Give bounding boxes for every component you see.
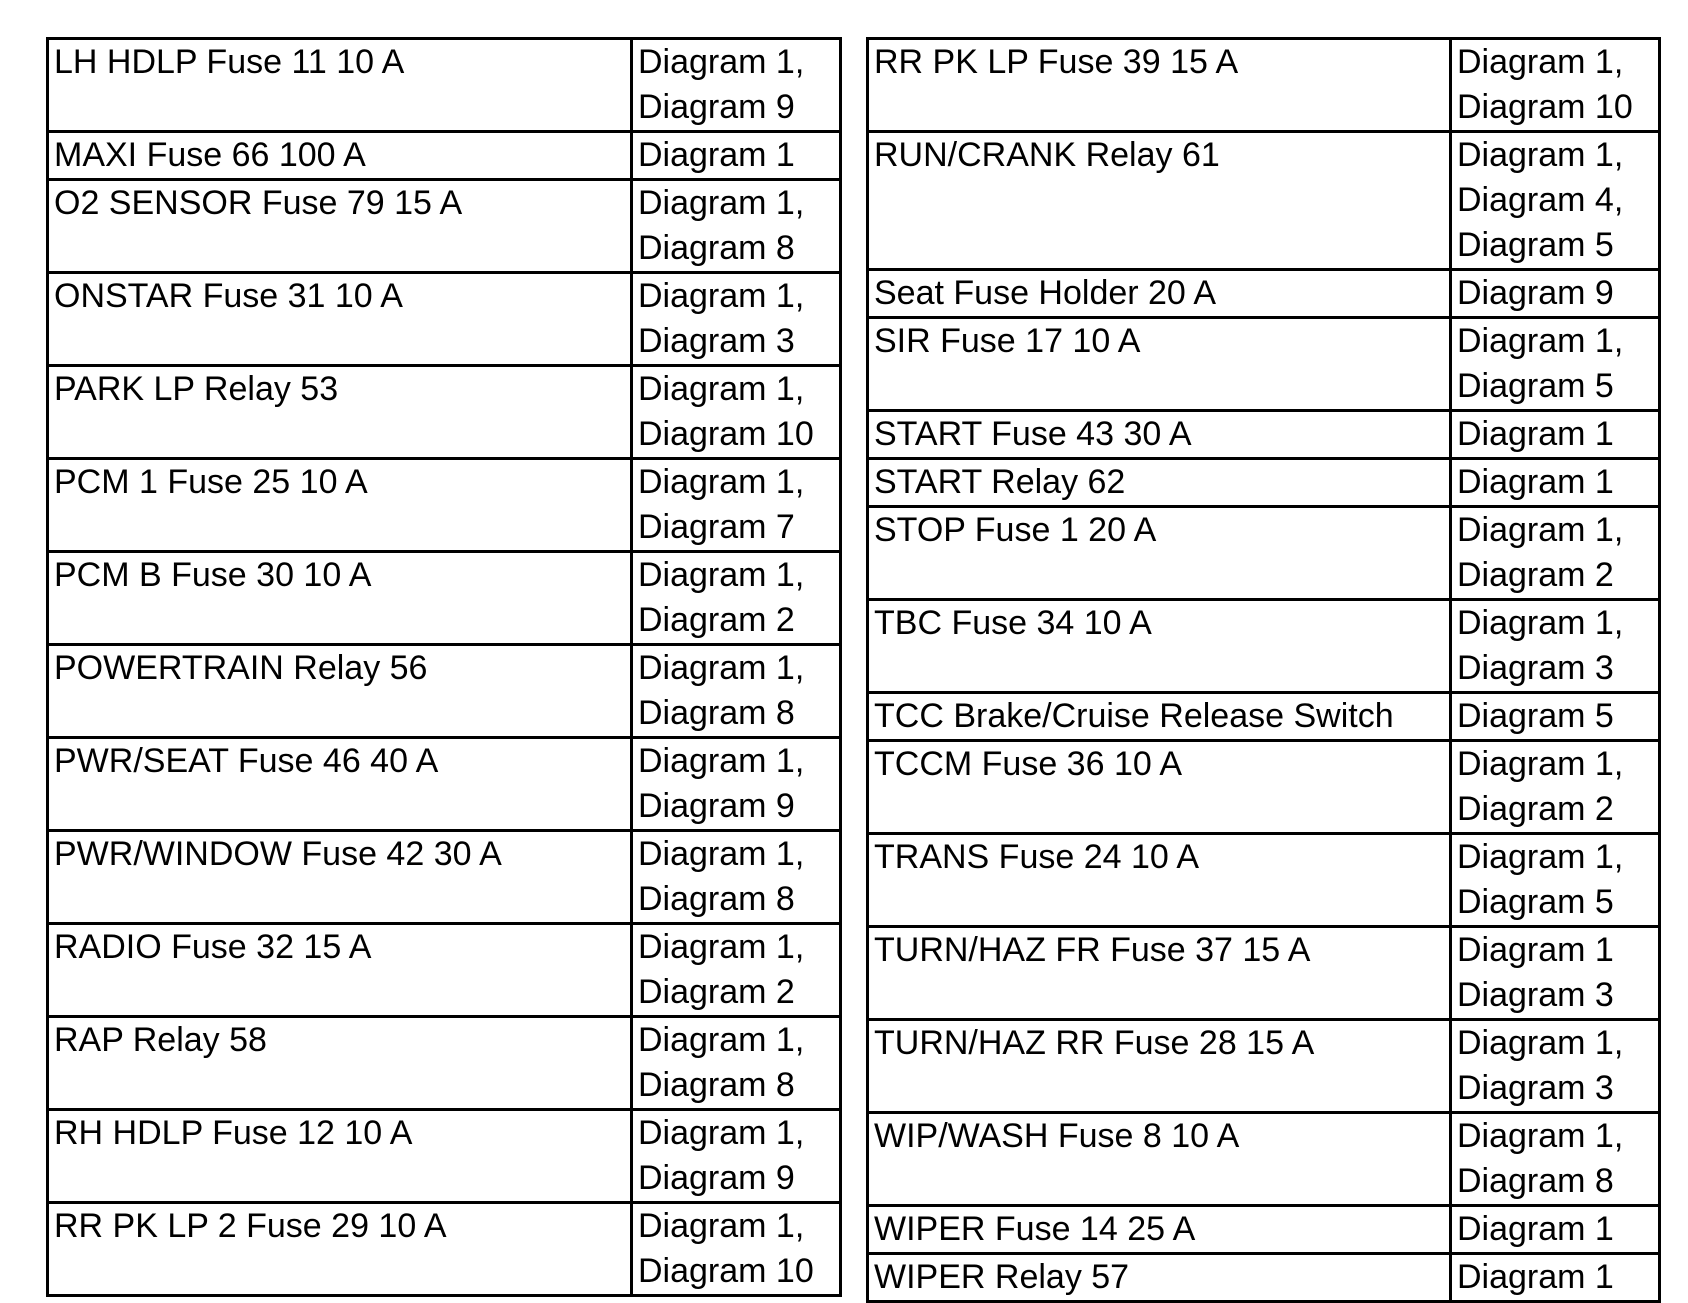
- diagram-references: [632, 366, 841, 459]
- diagram-references: [1451, 927, 1660, 1020]
- component-name: LH HDLP Fuse 11 10 A: [48, 39, 632, 132]
- component-name: START Relay 62: [868, 459, 1451, 507]
- right-index-table: [866, 37, 1661, 1303]
- component-name: POWERTRAIN Relay 56: [48, 645, 632, 738]
- diagram-reference: Diagram 9: [638, 787, 795, 825]
- diagram-reference: Diagram 1,: [638, 277, 805, 315]
- table-row: [48, 1203, 841, 1296]
- diagram-reference: Diagram 2: [638, 973, 795, 1011]
- table-row: [868, 693, 1660, 741]
- diagram-reference: Diagram 1,: [1457, 838, 1624, 876]
- diagram-references: [1451, 132, 1660, 270]
- right-index-body: [868, 39, 1660, 1302]
- diagram-reference: Diagram 8: [638, 1066, 795, 1104]
- diagram-reference: Diagram 1,: [1457, 604, 1624, 642]
- table-row: [48, 366, 841, 459]
- table-row: [868, 741, 1660, 834]
- diagram-reference: Diagram 10: [638, 415, 814, 453]
- diagram-reference: Diagram 5: [1457, 226, 1614, 264]
- diagram-reference: Diagram 1,: [1457, 43, 1624, 81]
- diagram-references: [632, 645, 841, 738]
- diagram-references: [632, 180, 841, 273]
- diagram-references: [1451, 1113, 1660, 1206]
- table-row: [868, 1020, 1660, 1113]
- diagram-reference: Diagram 4,: [1457, 181, 1624, 219]
- table-row: [48, 645, 841, 738]
- component-name: RR PK LP Fuse 39 15 A: [868, 39, 1451, 132]
- component-name: WIPER Fuse 14 25 A: [868, 1206, 1451, 1254]
- diagram-reference: Diagram 2: [1457, 790, 1614, 828]
- component-name: PWR/WINDOW Fuse 42 30 A: [48, 831, 632, 924]
- table-row: [48, 132, 841, 180]
- component-name: STOP Fuse 1 20 A: [868, 507, 1451, 600]
- diagram-reference: Diagram 1,: [1457, 136, 1624, 174]
- table-row: [868, 318, 1660, 411]
- diagram-references: [632, 552, 841, 645]
- diagram-reference: Diagram 9: [638, 88, 795, 126]
- component-name: SIR Fuse 17 10 A: [868, 318, 1451, 411]
- component-name: MAXI Fuse 66 100 A: [48, 132, 632, 180]
- table-row: [48, 738, 841, 831]
- diagram-reference: Diagram 1,: [1457, 1117, 1624, 1155]
- table-row: [868, 600, 1660, 693]
- diagram-reference: Diagram 1,: [1457, 745, 1624, 783]
- table-row: [868, 132, 1660, 270]
- diagram-reference: Diagram 7: [638, 508, 795, 546]
- table-row: [48, 39, 841, 132]
- component-name: TBC Fuse 34 10 A: [868, 600, 1451, 693]
- diagram-reference: Diagram 10: [1457, 88, 1633, 126]
- component-name: ONSTAR Fuse 31 10 A: [48, 273, 632, 366]
- component-name: RH HDLP Fuse 12 10 A: [48, 1110, 632, 1203]
- diagram-reference: Diagram 3: [1457, 649, 1614, 687]
- diagram-references: [1451, 270, 1660, 318]
- diagram-reference: Diagram 2: [1457, 556, 1614, 594]
- table-row: [48, 831, 841, 924]
- diagram-references: [632, 1017, 841, 1110]
- diagram-references: [632, 1203, 841, 1296]
- table-row: [868, 411, 1660, 459]
- component-name: TCC Brake/Cruise Release Switch: [868, 693, 1451, 741]
- diagram-references: [1451, 834, 1660, 927]
- diagram-references: [1451, 39, 1660, 132]
- diagram-references: [1451, 318, 1660, 411]
- diagram-reference: Diagram 1: [1457, 1258, 1614, 1296]
- diagram-reference: Diagram 1: [1457, 931, 1614, 969]
- diagram-reference: Diagram 1: [1457, 1210, 1614, 1248]
- diagram-references: [1451, 1020, 1660, 1113]
- diagram-references: [1451, 459, 1660, 507]
- diagram-reference: Diagram 1: [638, 136, 795, 174]
- diagram-reference: Diagram 1,: [638, 835, 805, 873]
- component-name: PCM B Fuse 30 10 A: [48, 552, 632, 645]
- diagram-references: [1451, 411, 1660, 459]
- diagram-reference: Diagram 1,: [1457, 322, 1624, 360]
- component-name: WIP/WASH Fuse 8 10 A: [868, 1113, 1451, 1206]
- diagram-reference: Diagram 1,: [1457, 1024, 1624, 1062]
- component-name: O2 SENSOR Fuse 79 15 A: [48, 180, 632, 273]
- diagram-references: [1451, 1254, 1660, 1302]
- diagram-references: [1451, 741, 1660, 834]
- table-row: [868, 507, 1660, 600]
- diagram-reference: Diagram 8: [638, 880, 795, 918]
- component-name: TCCM Fuse 36 10 A: [868, 741, 1451, 834]
- component-name: TURN/HAZ FR Fuse 37 15 A: [868, 927, 1451, 1020]
- diagram-reference: Diagram 5: [1457, 697, 1614, 735]
- component-name: PWR/SEAT Fuse 46 40 A: [48, 738, 632, 831]
- component-name: TRANS Fuse 24 10 A: [868, 834, 1451, 927]
- table-row: [48, 1017, 841, 1110]
- diagram-reference: Diagram 1,: [638, 463, 805, 501]
- diagram-reference: Diagram 1,: [638, 649, 805, 687]
- table-row: [48, 459, 841, 552]
- diagram-references: [1451, 693, 1660, 741]
- diagram-reference: Diagram 1,: [638, 370, 805, 408]
- table-row: [48, 273, 841, 366]
- table-row: [868, 1254, 1660, 1302]
- diagram-reference: Diagram 1,: [638, 43, 805, 81]
- diagram-references: [632, 924, 841, 1017]
- left-index-body: [48, 39, 841, 1296]
- diagram-references: [632, 132, 841, 180]
- table-row: [868, 927, 1660, 1020]
- diagram-reference: Diagram 1,: [638, 184, 805, 222]
- component-name: START Fuse 43 30 A: [868, 411, 1451, 459]
- diagram-references: [632, 459, 841, 552]
- diagram-reference: Diagram 1,: [638, 928, 805, 966]
- diagram-reference: Diagram 1,: [1457, 511, 1624, 549]
- component-name: PCM 1 Fuse 25 10 A: [48, 459, 632, 552]
- table-row: [48, 180, 841, 273]
- diagram-reference: Diagram 9: [1457, 274, 1614, 312]
- diagram-reference: Diagram 1,: [638, 1114, 805, 1152]
- diagram-reference: Diagram 5: [1457, 367, 1614, 405]
- component-name: RR PK LP 2 Fuse 29 10 A: [48, 1203, 632, 1296]
- component-name: RADIO Fuse 32 15 A: [48, 924, 632, 1017]
- component-name: TURN/HAZ RR Fuse 28 15 A: [868, 1020, 1451, 1113]
- left-index-table: [46, 37, 842, 1297]
- table-row: [868, 1113, 1660, 1206]
- table-row: [868, 270, 1660, 318]
- diagram-references: [632, 1110, 841, 1203]
- diagram-reference: Diagram 1,: [638, 742, 805, 780]
- diagram-reference: Diagram 9: [638, 1159, 795, 1197]
- component-name: WIPER Relay 57: [868, 1254, 1451, 1302]
- diagram-reference: Diagram 1,: [638, 556, 805, 594]
- table-row: [868, 459, 1660, 507]
- table-row: [48, 924, 841, 1017]
- table-row: [48, 1110, 841, 1203]
- diagram-references: [1451, 1206, 1660, 1254]
- diagram-references: [1451, 600, 1660, 693]
- diagram-references: [632, 39, 841, 132]
- diagram-reference: Diagram 8: [638, 694, 795, 732]
- diagram-reference: Diagram 1: [1457, 415, 1614, 453]
- diagram-references: [1451, 507, 1660, 600]
- component-name: RUN/CRANK Relay 61: [868, 132, 1451, 270]
- component-name: PARK LP Relay 53: [48, 366, 632, 459]
- diagram-reference: Diagram 8: [1457, 1162, 1614, 1200]
- diagram-references: [632, 831, 841, 924]
- component-name: Seat Fuse Holder 20 A: [868, 270, 1451, 318]
- table-row: [868, 39, 1660, 132]
- diagram-reference: Diagram 3: [1457, 1069, 1614, 1107]
- diagram-reference: Diagram 1: [1457, 463, 1614, 501]
- diagram-reference: Diagram 2: [638, 601, 795, 639]
- diagram-reference: Diagram 10: [638, 1252, 814, 1290]
- table-row: [868, 1206, 1660, 1254]
- diagram-reference: Diagram 3: [1457, 976, 1614, 1014]
- diagram-reference: Diagram 3: [638, 322, 795, 360]
- component-name: RAP Relay 58: [48, 1017, 632, 1110]
- diagram-reference: Diagram 1,: [638, 1021, 805, 1059]
- diagram-reference: Diagram 1,: [638, 1207, 805, 1245]
- table-row: [868, 834, 1660, 927]
- diagram-references: [632, 273, 841, 366]
- table-row: [48, 552, 841, 645]
- diagram-reference: Diagram 5: [1457, 883, 1614, 921]
- diagram-references: [632, 738, 841, 831]
- diagram-reference: Diagram 8: [638, 229, 795, 267]
